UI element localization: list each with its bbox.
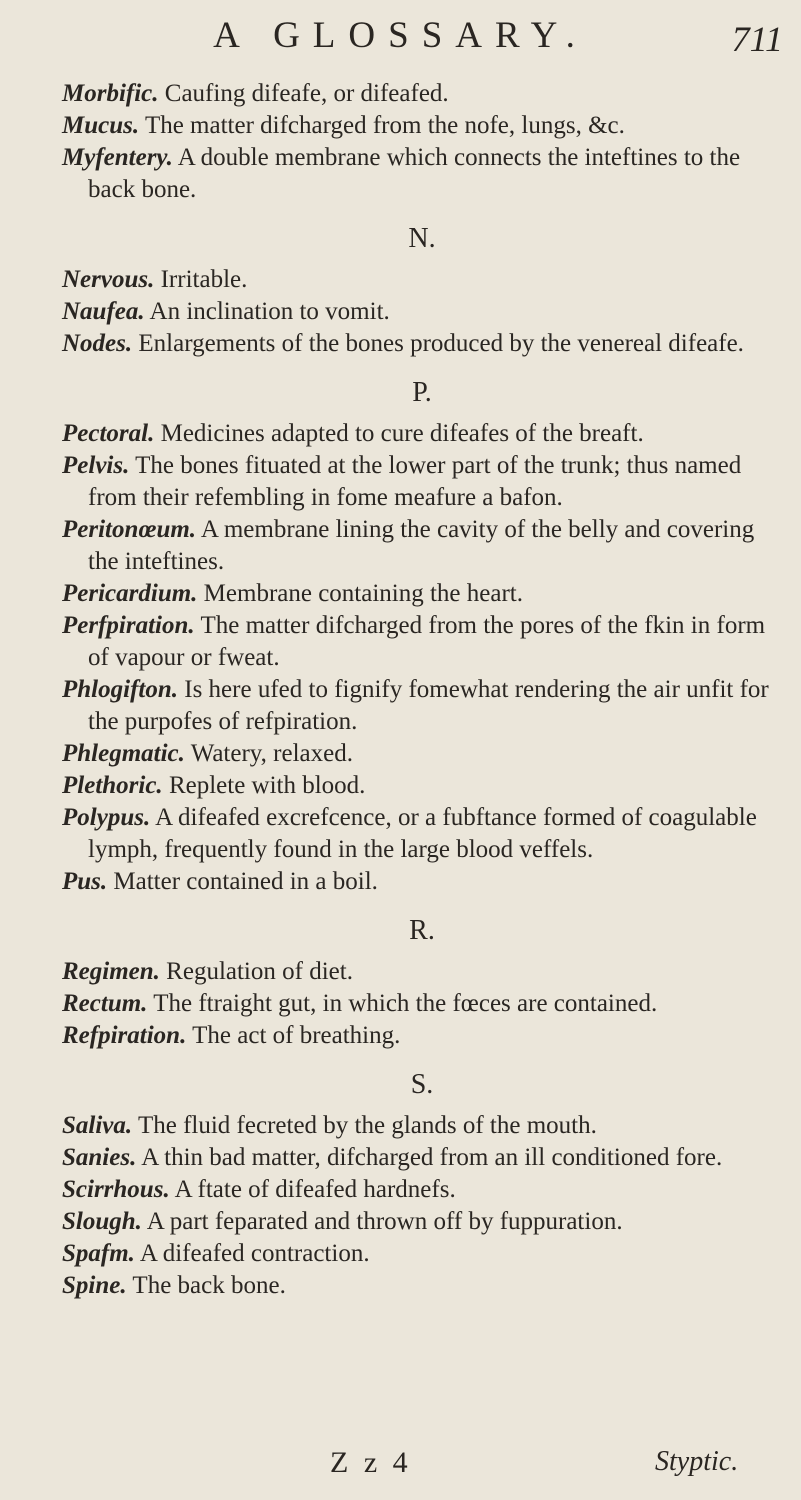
entry-term: Sanies. [62, 1144, 137, 1171]
glossary-entry [62, 674, 782, 738]
glossary-entry [62, 328, 782, 360]
entry-definition: The matter difcharged from the pores of the fkin in form of vapour or fweat. [88, 612, 766, 671]
entry-definition: Caufing difeafe, or difeafed. [164, 80, 449, 107]
entry-definition: The act of breathing. [192, 1022, 401, 1049]
glossary-entry [62, 738, 782, 770]
glossary-entry [62, 142, 782, 206]
entry-definition: The ftraight gut, in which the fœces are contained. [153, 990, 658, 1017]
catchword: Styptic. [655, 1446, 739, 1477]
entry-term: Pericardium. [62, 580, 198, 607]
entry-term: Naufea. [62, 298, 145, 325]
entry-term: Morbific. [62, 80, 159, 107]
entry-term: Mucus. [62, 112, 140, 139]
entry-term: Peritonœum. [62, 516, 197, 543]
entry-term: Pectoral. [62, 420, 155, 447]
section-letter: N. [408, 223, 436, 254]
entry-term: Nervous. [62, 266, 155, 293]
glossary-entry [62, 1110, 782, 1142]
glossary-entry [62, 78, 782, 110]
entry-definition: Medicines adapted to cure difeafes of the breaft. [160, 420, 644, 447]
glossary-entry [62, 1206, 782, 1238]
glossary-entry [62, 1142, 782, 1174]
entry-definition: Membrane containing the heart. [203, 580, 523, 607]
entry-definition: The back bone. [132, 1272, 286, 1299]
entry-term: Regimen. [62, 958, 160, 985]
glossary-entry [62, 610, 782, 674]
entry-definition: A membrane lining the cavity of the belly and covering the inteftines. [88, 516, 755, 575]
entry-definition: A difeafed excrefcence, or a fubftance formed of coagulable lymph, frequently found in the large blood veffels. [88, 804, 757, 863]
glossary-entry [62, 988, 782, 1020]
glossary-body [62, 78, 782, 1302]
entry-definition: A double membrane which connects the inteftines to the back bone. [88, 144, 741, 203]
entry-definition: Watery, relaxed. [190, 740, 353, 767]
entry-definition: The matter difcharged from the nofe, lungs, &c. [144, 112, 625, 139]
entry-definition: Enlargements of the bones produced by the venereal difeafe. [138, 330, 744, 357]
entry-term: Polypus. [62, 804, 151, 831]
glossary-entry [62, 770, 782, 802]
entry-definition: Irritable. [160, 266, 248, 293]
entry-definition: A difeafed contraction. [139, 1240, 370, 1267]
glossary-entry [62, 1238, 782, 1270]
entry-term: Nodes. [62, 330, 133, 357]
glossary-entry [62, 296, 782, 328]
entry-term: Plethoric. [62, 772, 163, 799]
glossary-entry [62, 264, 782, 296]
entry-term: Pelvis. [62, 452, 130, 479]
entry-term: Saliva. [62, 1112, 133, 1139]
entry-term: Myfentery. [62, 144, 173, 171]
entry-definition: An inclination to vomit. [149, 298, 390, 325]
glossary-entry [62, 418, 782, 450]
section-letter: P. [412, 377, 432, 408]
section-letter: S. [410, 1069, 434, 1100]
entry-term: Rectum. [62, 990, 148, 1017]
entry-definition: Matter contained in a boil. [113, 868, 378, 895]
entry-definition: A part feparated and thrown off by fuppuration. [146, 1208, 623, 1235]
running-title: A GLOSSARY. [213, 15, 588, 56]
entry-term: Refpiration. [62, 1022, 187, 1049]
signature-mark: Z z 4 [330, 1446, 412, 1479]
entry-term: Scirrhous. [62, 1176, 170, 1203]
entry-definition: Regulation of diet. [166, 958, 353, 985]
entry-term: Spine. [62, 1272, 127, 1299]
glossary-entry [62, 450, 782, 514]
glossary-entry [62, 1270, 782, 1302]
entry-term: Spafm. [62, 1240, 135, 1267]
entry-term: Pus. [62, 868, 108, 895]
entry-term: Phlegmatic. [62, 740, 185, 767]
glossary-entry [62, 866, 782, 898]
entry-term: Slough. [62, 1208, 142, 1235]
entry-definition: The bones fituated at the lower part of the trunk; thus named from their refembling in fome meafure a bafon. [88, 452, 742, 511]
glossary-entry [62, 110, 782, 142]
entry-definition: Is here ufed to fignify fomewhat rendering the air unfit for the purpofes of refpiration. [88, 676, 769, 735]
page-footer [0, 1446, 801, 1486]
entry-term: Phlogifton. [62, 676, 178, 703]
glossary-entry [62, 956, 782, 988]
glossary-entry [62, 514, 782, 578]
glossary-entry [62, 802, 782, 866]
entry-definition: Replete with blood. [168, 772, 366, 799]
entry-definition: A thin bad matter, difcharged from an ill conditioned fore. [141, 1144, 723, 1171]
glossary-entry [62, 1174, 782, 1206]
glossary-entry [62, 578, 782, 610]
section-letter: R. [409, 915, 435, 946]
glossary-entry [62, 1020, 782, 1052]
entry-definition: The fluid fecreted by the glands of the mouth. [137, 1112, 597, 1139]
page-header [0, 8, 801, 72]
entry-term: Perfpiration. [62, 612, 195, 639]
page-number: 711 [731, 19, 783, 59]
entry-definition: A ftate of difeafed hardnefs. [174, 1176, 456, 1203]
